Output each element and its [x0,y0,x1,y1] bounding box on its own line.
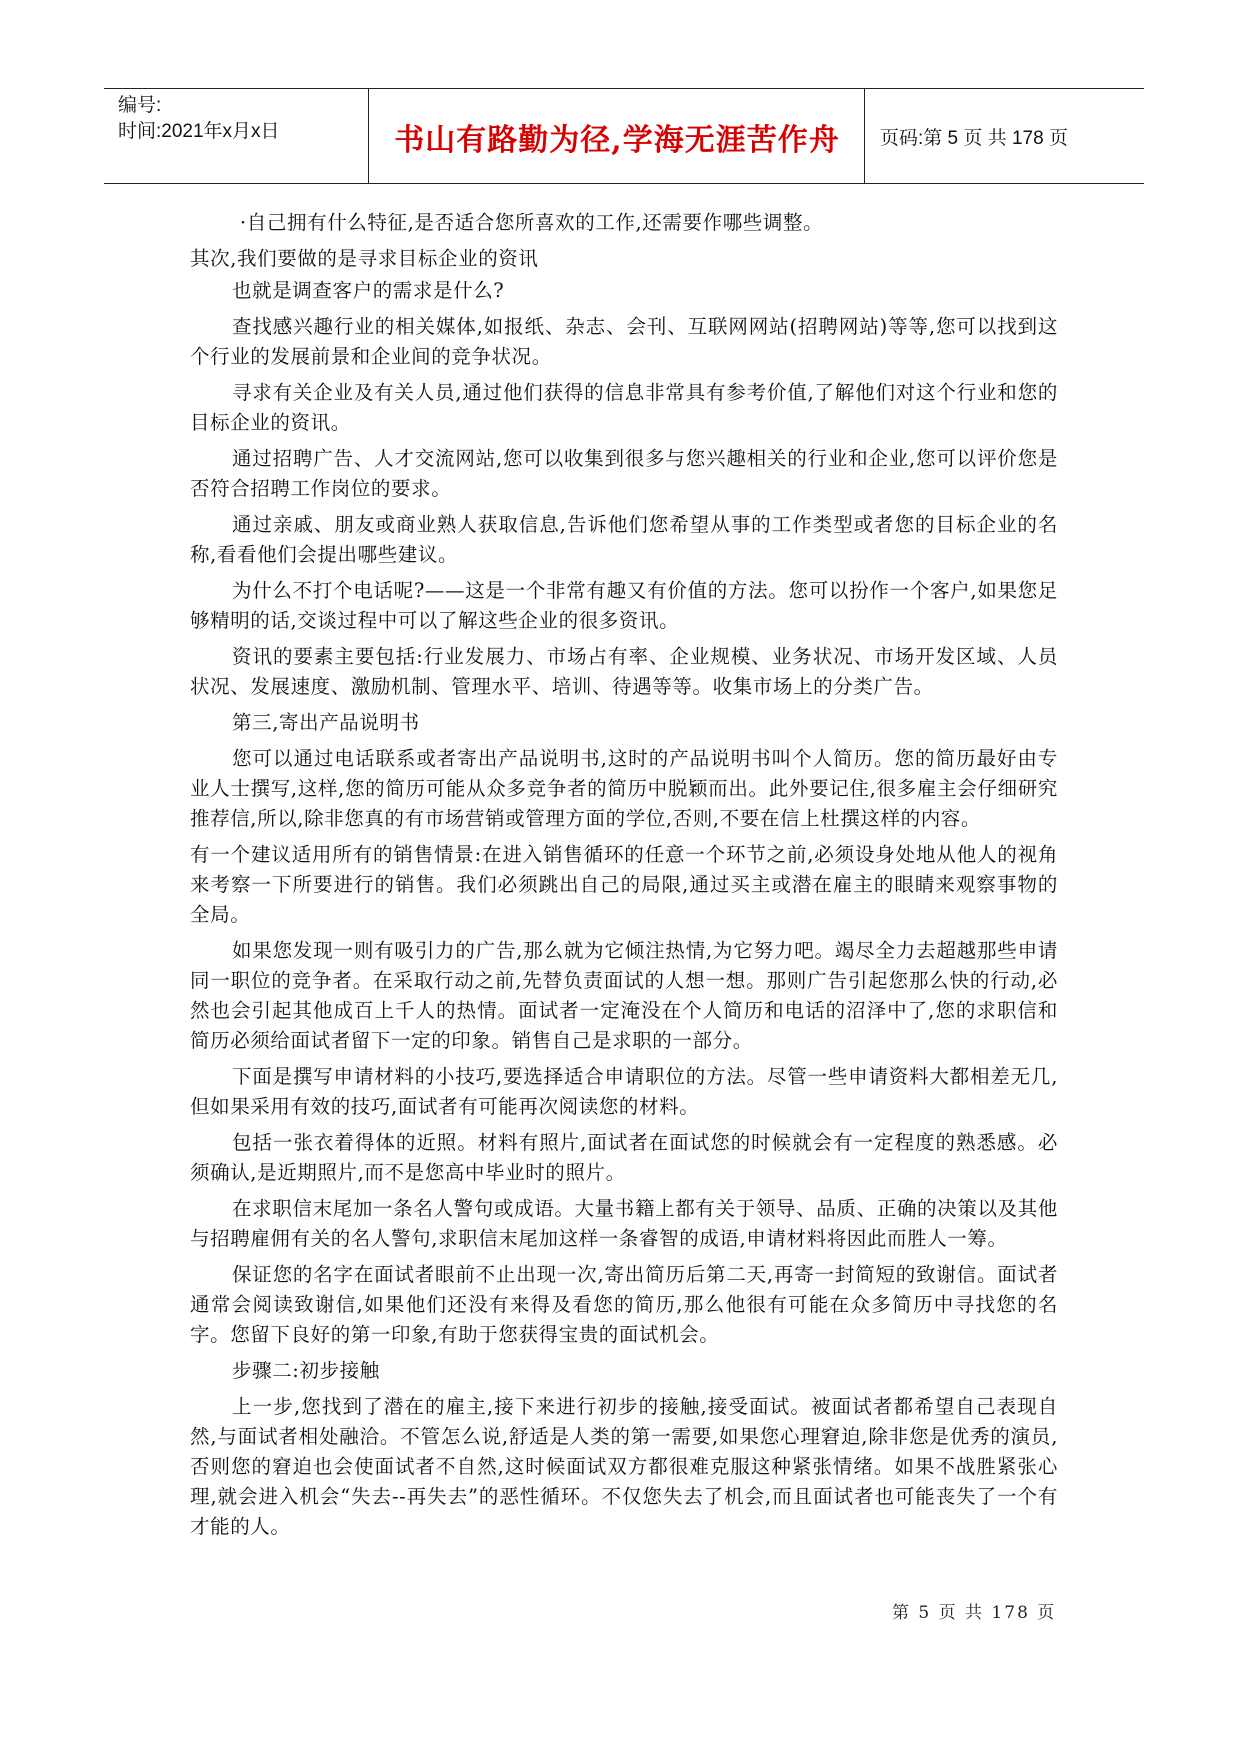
header-page-cell [866,89,1144,183]
paragraph: 为什么不打个电话呢?——这是一个非常有趣又有价值的方法。您可以扮作一个客户,如果您足够精明的话,交谈过程中可以了解这些企业的很多资讯。 [190,579,1058,632]
paragraph: 查找感兴趣行业的相关媒体,如报纸、杂志、会刊、互联网网站(招聘网站)等等,您可以找到这个行业的发展前景和企业间的竞争状况。 [190,315,1058,368]
page-footer: 第 5 页 共 178 页 [892,1603,1057,1623]
header-motto: 书山有路勤为径,学海无涯苦作舟 [394,123,840,158]
section-heading: 第三,寄出产品说明书 [232,711,420,734]
document-number-label: 编号: [118,95,162,116]
page-header [104,88,1144,184]
paragraph: 包括一张衣着得体的近照。材料有照片,面试者在面试您的时候就会有一定程度的熟悉感。必须确认,是近期照片,而不是您高中毕业时的照片。 [190,1131,1058,1184]
paragraph: 通过亲戚、朋友或商业熟人获取信息,告诉他们您希望从事的工作类型或者您的目标企业的名称,看看他们会提出哪些建议。 [190,513,1058,566]
header-page-number: 页码:第 5 页 共 178 页 [880,128,1068,149]
paragraph-bullet: ·自己拥有什么特征,是否适合您所喜欢的工作,还需要作哪些调整。 [240,211,824,234]
document-time-label: 时间:2021年x月x日 [118,121,280,142]
section-heading: 其次,我们要做的是寻求目标企业的资讯 [190,247,539,270]
paragraph: 寻求有关企业及有关人员,通过他们获得的信息非常具有参考价值,了解他们对这个行业和您的目标企业的资讯。 [190,381,1058,434]
paragraph: 有一个建议适用所有的销售情景:在进入销售循环的任意一个环节之前,必须设身处地从他人的视角来考察一下所要进行的销售。我们必须跳出自己的局限,通过买主或潜在雇主的眼睛来观察事物的全局。 [190,843,1058,926]
section-heading: 步骤二:初步接触 [232,1359,380,1382]
header-meta-cell [104,89,369,183]
paragraph: 在求职信末尾加一条名人警句或成语。大量书籍上都有关于领导、品质、正确的决策以及其他与招聘雇佣有关的名人警句,求职信末尾加这样一条睿智的成语,申请材料将因此而胜人一筹。 [190,1197,1058,1250]
paragraph: 资讯的要素主要包括:行业发展力、市场占有率、企业规模、业务状况、市场开发区域、人员状况、发展速度、激励机制、管理水平、培训、待遇等等。收集市场上的分类广告。 [190,645,1058,698]
paragraph: 下面是撰写申请材料的小技巧,要选择适合申请职位的方法。尽管一些申请资料大都相差无几,但如果采用有效的技巧,面试者有可能再次阅读您的材料。 [190,1065,1058,1118]
paragraph: 上一步,您找到了潜在的雇主,接下来进行初步的接触,接受面试。被面试者都希望自己表现自然,与面试者相处融洽。不管怎么说,舒适是人类的第一需要,如果您心理窘迫,除非您是优秀的演员,否则您的窘迫也会使面试者不自然,这时候面试双方都很难克服这种紧张情绪。如果不战胜紧张心理,就会进入机会“失去--再失去”的恶性循环。不仅您失去了机会,而且面试者也可能丧失了一个有才能的人。 [190,1395,1058,1538]
document-body [190,208,1058,1548]
paragraph: 您可以通过电话联系或者寄出产品说明书,这时的产品说明书叫个人简历。您的简历最好由专业人士撰写,这样,您的简历可能从众多竞争者的简历中脱颖而出。此外要记住,很多雇主会仔细研究推荐信,所以,除非您真的有市场营销或管理方面的学位,否则,不要在信上杜撰这样的内容。 [190,747,1058,830]
paragraph: 保证您的名字在面试者眼前不止出现一次,寄出简历后第二天,再寄一封简短的致谢信。面试者通常会阅读致谢信,如果他们还没有来得及看您的简历,那么他很有可能在众多简历中寻找您的名字。您留下良好的第一印象,有助于您获得宝贵的面试机会。 [190,1263,1058,1346]
header-motto-cell [370,89,865,183]
paragraph: 通过招聘广告、人才交流网站,您可以收集到很多与您兴趣相关的行业和企业,您可以评价您是否符合招聘工作岗位的要求。 [190,447,1058,500]
paragraph: 如果您发现一则有吸引力的广告,那么就为它倾注热情,为它努力吧。竭尽全力去超越那些申请同一职位的竞争者。在采取行动之前,先替负责面试的人想一想。那则广告引起您那么快的行动,必然也会引起其他成百上千人的热情。面试者一定淹没在个人简历和电话的沼泽中了,您的求职信和简历必须给面试者留下一定的印象。销售自己是求职的一部分。 [190,939,1058,1052]
paragraph: 也就是调查客户的需求是什么? [232,279,505,302]
